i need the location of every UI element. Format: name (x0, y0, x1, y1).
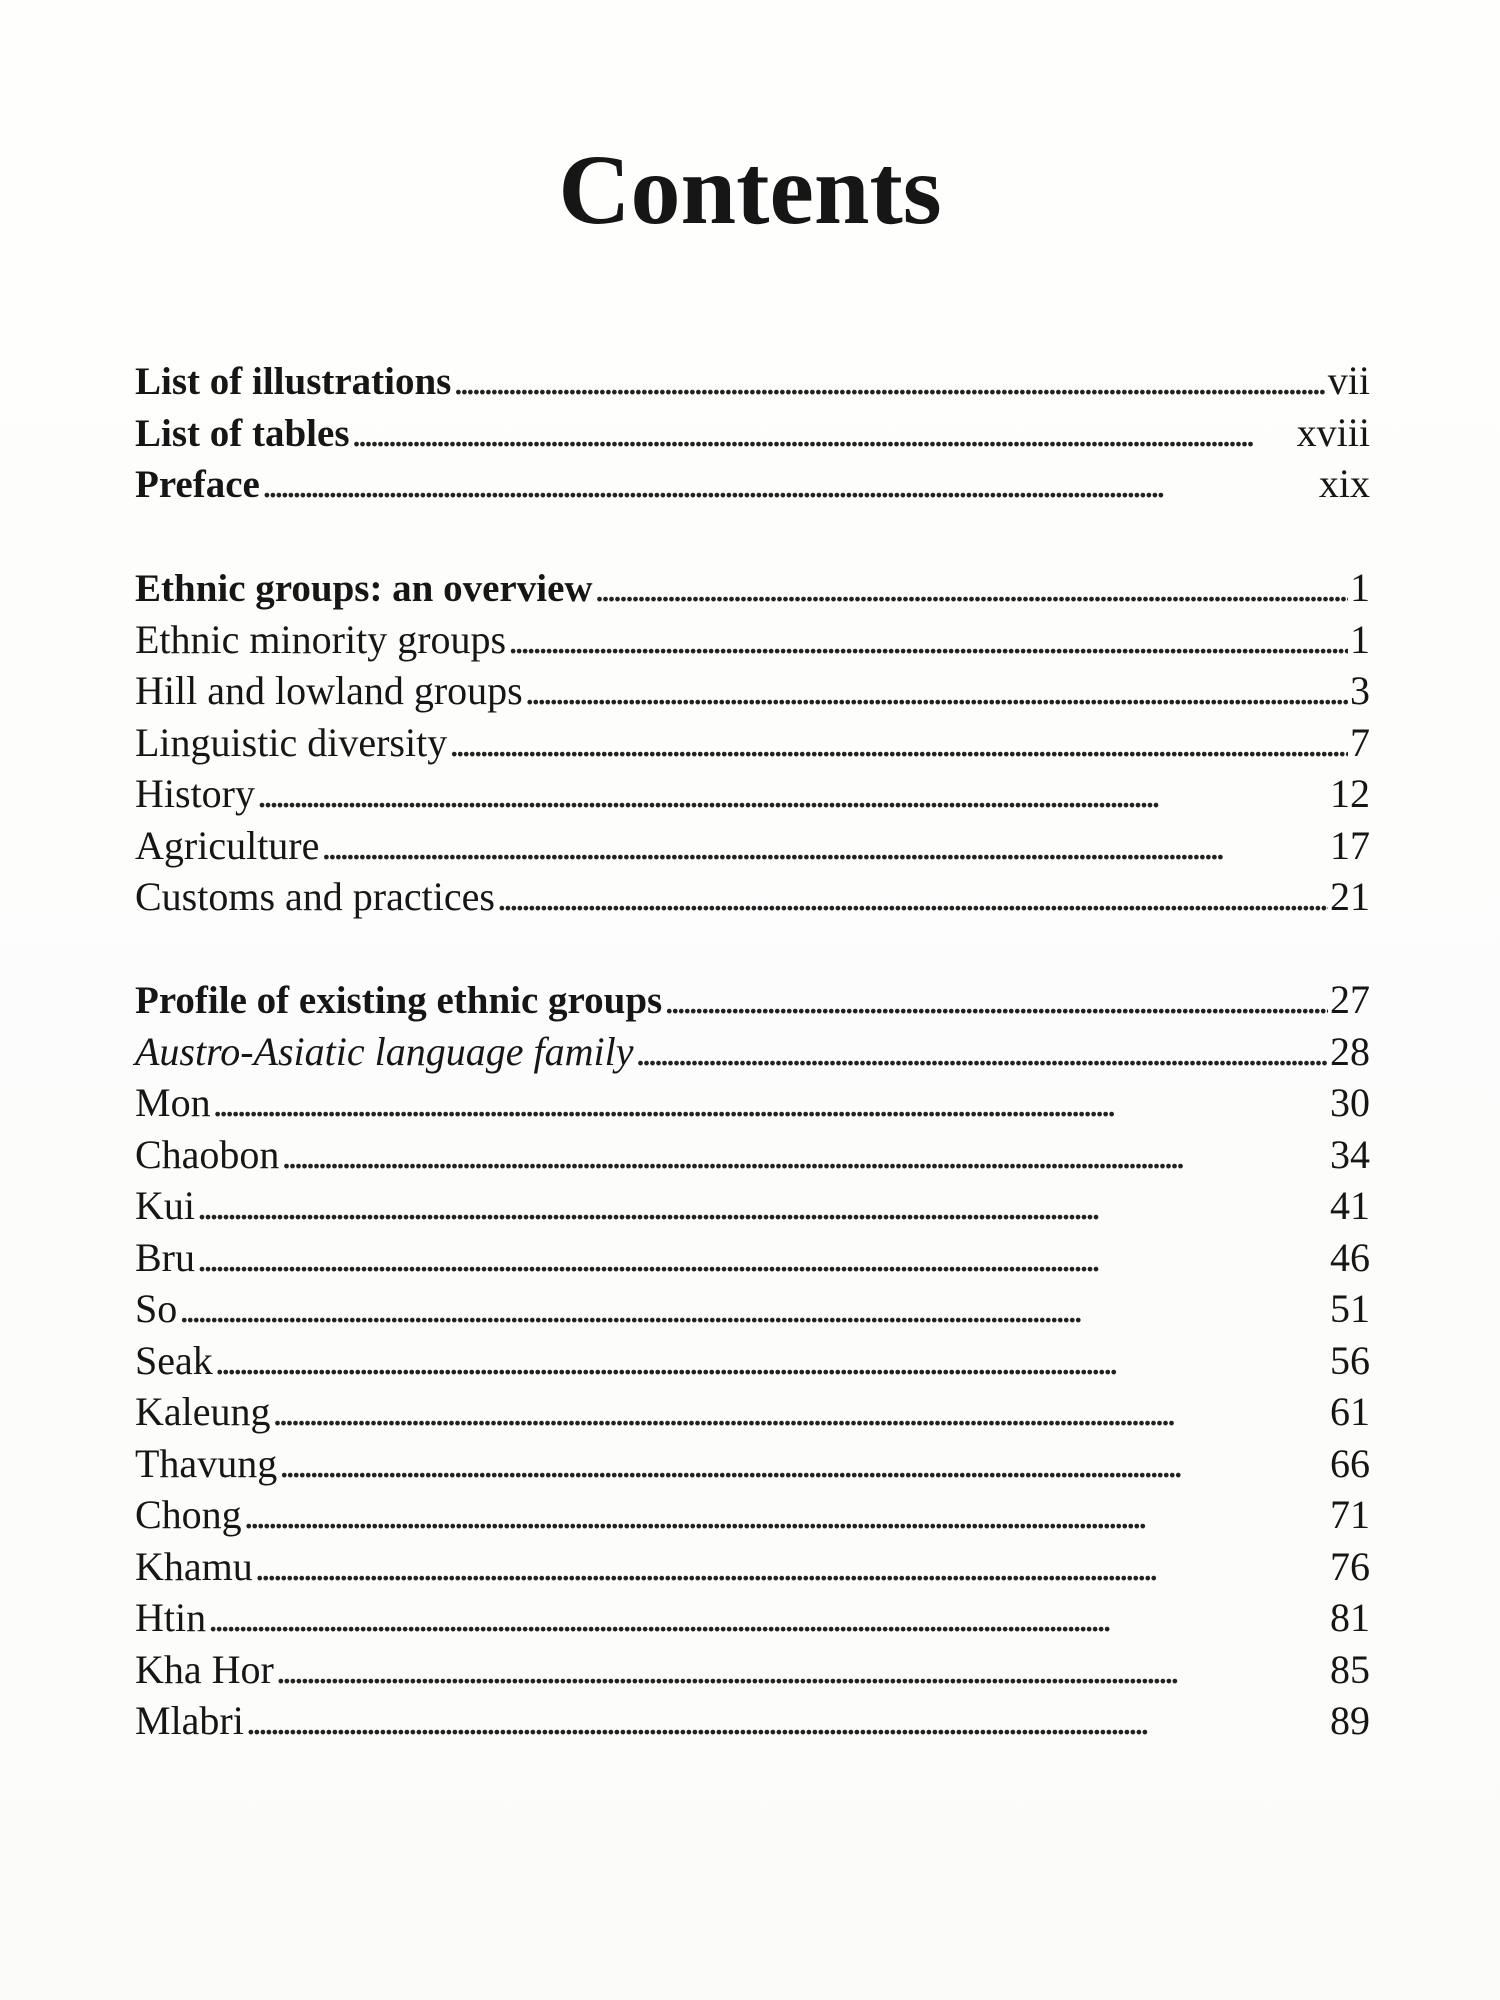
dot-leader (197, 1232, 1328, 1284)
dot-leader (257, 768, 1328, 820)
toc-entry-label: So (135, 1286, 178, 1331)
toc-entry[interactable] (135, 820, 1370, 872)
toc-entry-page: vii (1327, 358, 1370, 403)
toc-entry-label: Preface (135, 463, 260, 506)
toc-entry-page: 66 (1330, 1440, 1370, 1486)
toc-entry-label: Ethnic minority groups (135, 616, 507, 662)
dot-leader (595, 562, 1348, 614)
dot-leader (208, 1592, 1328, 1644)
dot-leader (246, 1695, 1328, 1747)
toc-entry-label: List of illustrations (135, 360, 452, 403)
toc-entry[interactable] (135, 1541, 1370, 1593)
toc-entry-page: 12 (1330, 771, 1370, 816)
toc-entry[interactable] (135, 871, 1370, 923)
dot-leader (197, 1180, 1328, 1232)
toc-entry-page: 81 (1330, 1595, 1370, 1640)
toc-entry[interactable] (135, 614, 1370, 666)
toc-entry-page: 17 (1330, 822, 1370, 868)
toc-front-matter (135, 355, 1370, 510)
toc-entry[interactable] (135, 1232, 1370, 1284)
toc-entry-label: History (135, 771, 255, 816)
dot-leader (449, 717, 1348, 769)
dot-leader (664, 974, 1328, 1026)
toc-entry-label: Agriculture (135, 822, 320, 868)
dot-leader (273, 1386, 1328, 1438)
toc-entry-label: Chong (135, 1492, 242, 1537)
dot-leader (525, 665, 1348, 717)
toc-entry-page: 51 (1330, 1286, 1370, 1331)
dot-leader (179, 1283, 1328, 1335)
dot-leader (453, 355, 1325, 407)
toc-entry-label: Khamu (135, 1543, 253, 1589)
toc-entry-label: Htin (135, 1595, 207, 1640)
dot-leader (255, 1541, 1328, 1593)
toc-entry-label: Austro-Asiatic language family (135, 1028, 634, 1074)
toc-entry-page: 76 (1330, 1543, 1370, 1589)
toc-entry[interactable] (135, 1335, 1370, 1387)
toc-entry-page: 34 (1330, 1131, 1370, 1177)
dot-leader (262, 458, 1317, 510)
toc-entry-label: Profile of existing ethnic groups (135, 979, 663, 1022)
toc-entry-page: 7 (1350, 719, 1370, 765)
toc-entry[interactable] (135, 1644, 1370, 1696)
toc-entry-page: 89 (1330, 1698, 1370, 1743)
toc-entry-page: 61 (1330, 1389, 1370, 1434)
toc-entry-label: Thavung (135, 1440, 278, 1486)
toc-entry-label: Kui (135, 1183, 195, 1228)
toc-entry-page: 1 (1350, 565, 1370, 610)
page-title: Contents (558, 134, 942, 245)
toc-entry-page: 46 (1330, 1234, 1370, 1280)
toc-entry[interactable] (135, 1592, 1370, 1644)
toc-entry-page: 1 (1350, 616, 1370, 662)
toc-entry-page: 85 (1330, 1646, 1370, 1692)
toc-entry-label: Customs and practices (135, 874, 495, 919)
toc-entry[interactable] (135, 458, 1370, 510)
toc-entry[interactable] (135, 1695, 1370, 1747)
toc-entry[interactable] (135, 1386, 1370, 1438)
toc-entry-page: 3 (1350, 668, 1370, 713)
dot-leader (281, 1129, 1328, 1181)
toc-entry-label: Mlabri (135, 1698, 244, 1743)
toc-entry-page: 41 (1330, 1183, 1370, 1228)
toc-entry-page: 27 (1330, 977, 1370, 1022)
toc-section-heading[interactable] (135, 974, 1370, 1026)
toc-entry-label: Mon (135, 1080, 211, 1125)
dot-leader (244, 1489, 1328, 1541)
toc-entry[interactable] (135, 355, 1370, 407)
dot-leader (635, 1026, 1328, 1078)
dot-leader (215, 1335, 1328, 1387)
toc-entry[interactable] (135, 717, 1370, 769)
toc-entry-page: 28 (1330, 1028, 1370, 1074)
toc-entry-label: Hill and lowland groups (135, 668, 523, 713)
toc-entry[interactable] (135, 1129, 1370, 1181)
toc-entry-page: xviii (1296, 409, 1370, 455)
toc-entry-label: Kaleung (135, 1389, 271, 1434)
dot-leader (213, 1077, 1328, 1129)
toc-entry[interactable] (135, 1180, 1370, 1232)
toc-entry-page: 56 (1330, 1337, 1370, 1383)
dot-leader (276, 1644, 1328, 1696)
toc-entry[interactable] (135, 407, 1370, 459)
toc-entry-label: Chaobon (135, 1131, 280, 1177)
dot-leader (352, 407, 1295, 459)
toc-entry-label: Bru (135, 1234, 195, 1280)
toc-subheading[interactable] (135, 1026, 1370, 1078)
toc-entry[interactable] (135, 1438, 1370, 1490)
toc-entry-page: 71 (1330, 1492, 1370, 1537)
dot-leader (321, 820, 1328, 872)
toc-entry[interactable] (135, 768, 1370, 820)
dot-leader (497, 871, 1328, 923)
toc-entry-label: Linguistic diversity (135, 719, 448, 765)
toc-section-profile (135, 974, 1370, 1747)
toc-entry-label: Seak (135, 1337, 213, 1383)
toc-entry[interactable] (135, 1283, 1370, 1335)
toc-section-overview (135, 562, 1370, 923)
toc-entry-label: List of tables (135, 411, 350, 455)
toc-entry-page: 21 (1330, 874, 1370, 919)
toc-entry[interactable] (135, 1489, 1370, 1541)
toc-entry[interactable] (135, 665, 1370, 717)
dot-leader (508, 614, 1348, 666)
toc-entry-label: Ethnic groups: an overview (135, 567, 593, 610)
toc-entry[interactable] (135, 1077, 1370, 1129)
toc-entry-page: xix (1318, 461, 1370, 506)
toc-entry-label: Kha Hor (135, 1646, 274, 1692)
toc-section-heading[interactable] (135, 562, 1370, 614)
toc-entry-page: 30 (1330, 1080, 1370, 1125)
dot-leader (279, 1438, 1328, 1490)
